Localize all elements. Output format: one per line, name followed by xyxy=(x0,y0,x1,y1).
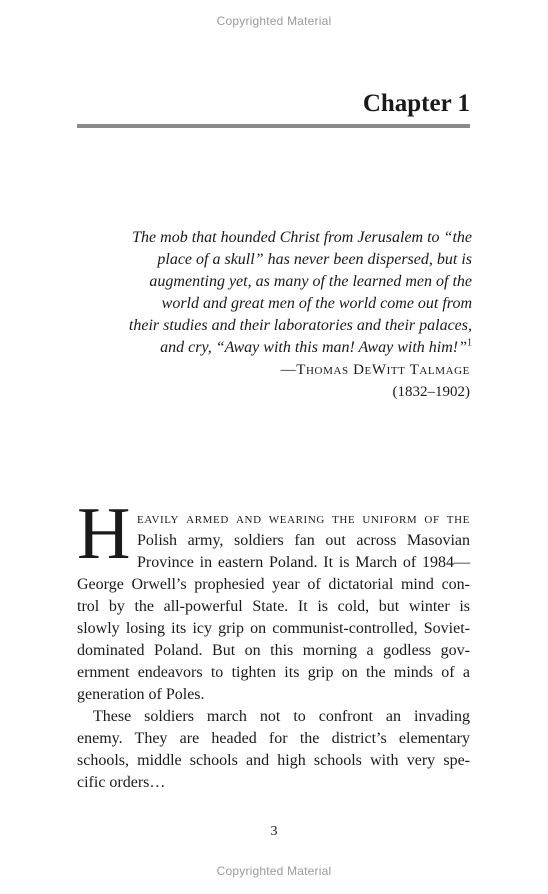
chapter-title: Chapter 1 xyxy=(362,90,470,117)
body-text xyxy=(77,508,470,794)
paragraph-1-line: dominated Poland. But on this morning a godless gov- xyxy=(77,642,470,659)
paragraph-1-line: George Orwell’s prophesied year of dictatorial mind con- xyxy=(77,576,470,593)
paragraph-1-line: Province in eastern Poland. It is March of 1984— xyxy=(137,554,470,571)
copyright-watermark-top: Copyrighted Material xyxy=(216,14,332,28)
epigraph-line-last xyxy=(77,337,472,359)
paragraph-2-line: enemy. They are headed for the district’s elementary xyxy=(77,730,470,747)
paragraph-1-line: slowly losing its icy grip on communist-controlled, Soviet- xyxy=(77,620,470,637)
epigraph-attribution xyxy=(77,359,470,403)
epigraph-line: The mob that hounded Christ from Jerusalem to “the xyxy=(132,229,472,246)
epigraph-line: augmenting yet, as many of the learned men of the xyxy=(149,273,472,290)
paragraph-2-line: cific orders… xyxy=(77,774,166,791)
paragraph-2-line: schools, middle schools and high schools with very spe- xyxy=(77,752,470,769)
paragraph-1-line xyxy=(77,508,470,530)
paragraph-1-line: ernment endeavors to tighten its grip on the minds of a xyxy=(77,664,470,681)
drop-cap: H xyxy=(77,493,131,575)
epigraph-dates: (1832–1902) xyxy=(392,384,470,400)
chapter-rule xyxy=(77,124,470,128)
page-number: 3 xyxy=(270,824,278,839)
small-caps-lead: eavily armed and wearing the uniform of the xyxy=(137,510,470,527)
copyright-watermark-bottom: Copyrighted Material xyxy=(216,864,332,878)
epigraph-line: world and great men of the world come out from xyxy=(161,295,472,312)
epigraph-line: place of a skull” has never been dispersed, but is xyxy=(157,251,472,268)
epigraph-line: their studies and their laboratories and their palaces, xyxy=(128,317,472,334)
paragraph-2-line: These soldiers march not to confront an invading xyxy=(93,708,470,725)
epigraph-author: —Thomas DeWitt Talmage xyxy=(280,362,470,378)
paragraph-1-line: generation of Poles. xyxy=(77,686,205,703)
footnote-marker[interactable]: 1 xyxy=(467,337,472,349)
paragraph-1-line: trol by the all-powerful State. It is cold, but winter is xyxy=(77,598,470,615)
epigraph-quote xyxy=(77,227,472,359)
paragraph-1-line: Polish army, soldiers fan out across Masovian xyxy=(137,532,470,549)
epigraph-line-text: and cry, “Away with this man! Away with him!” xyxy=(160,339,467,356)
